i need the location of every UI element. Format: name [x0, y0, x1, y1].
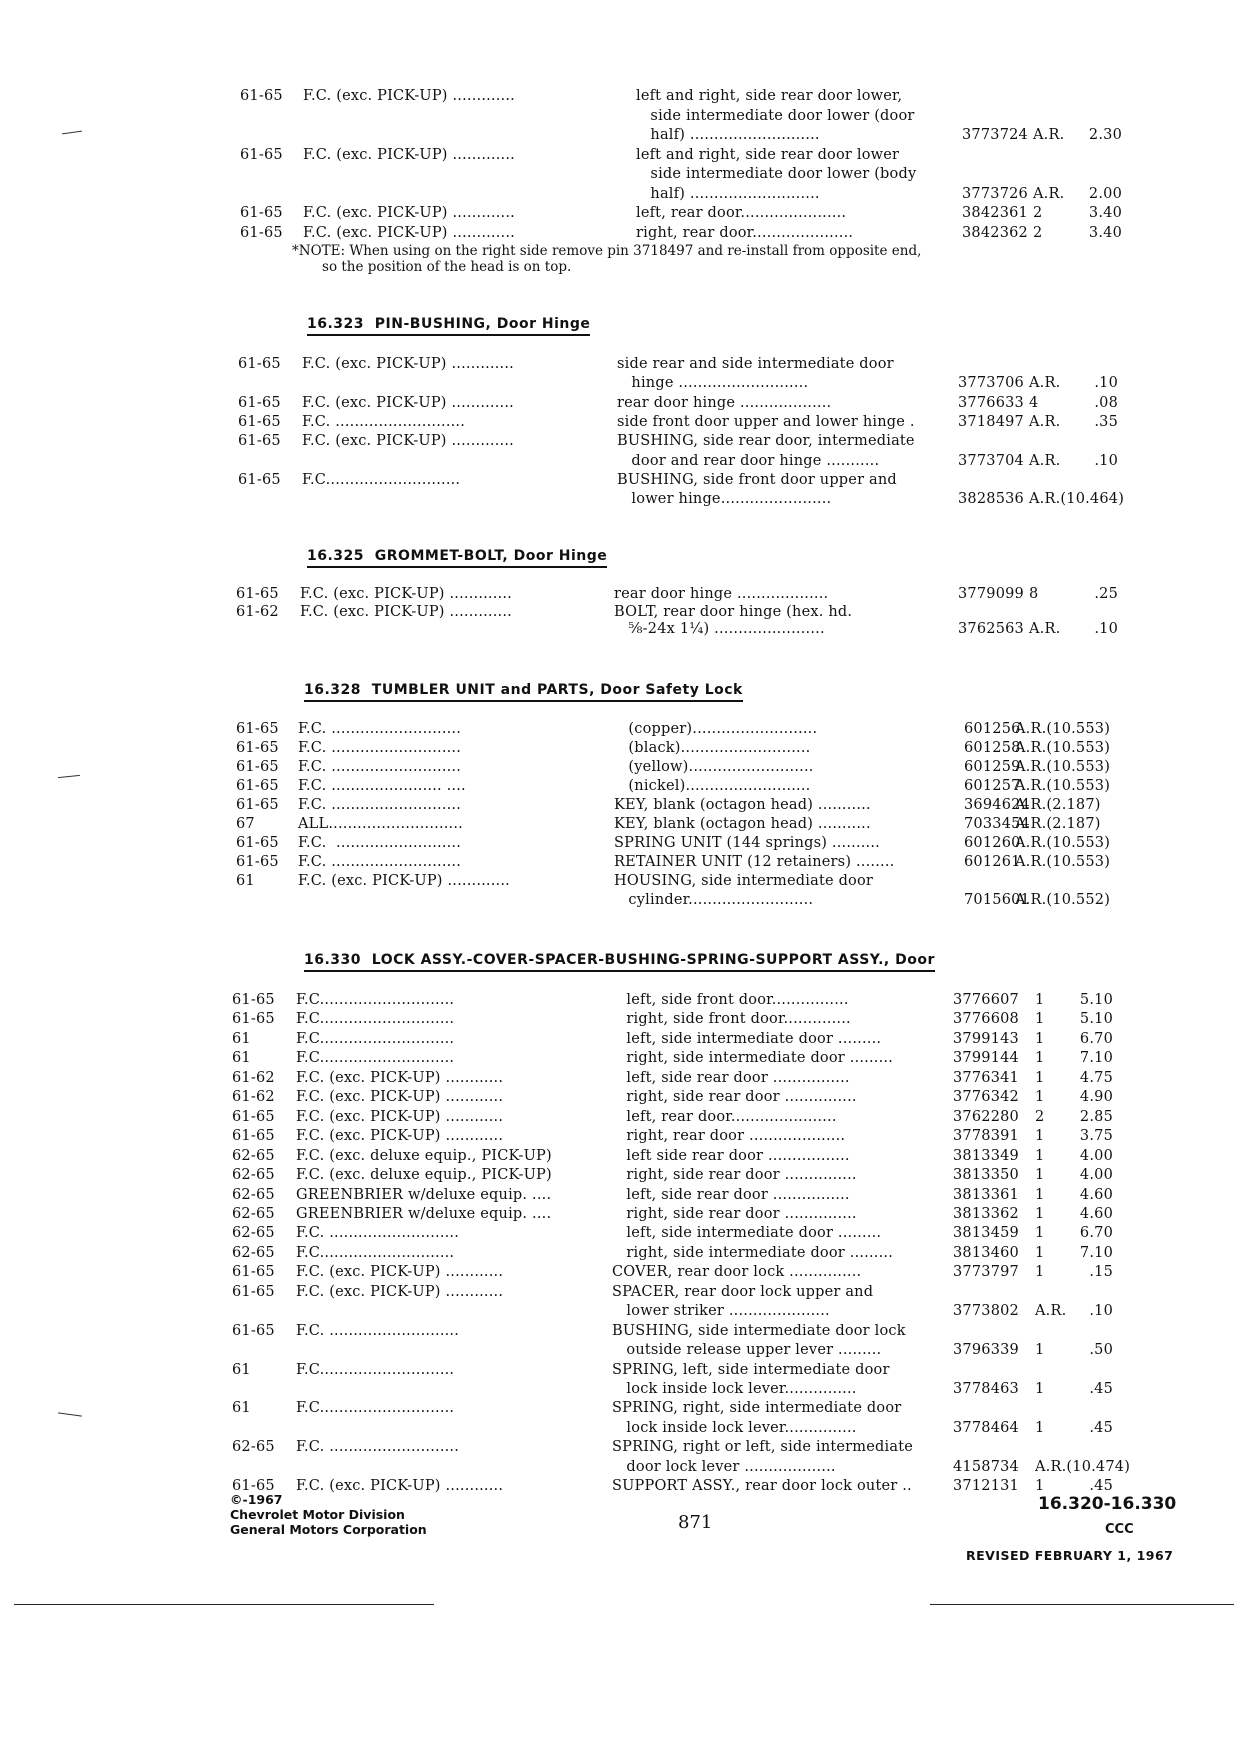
quantity-cell: A.R.	[1029, 452, 1061, 469]
section-name: GROMMET-BOLT, Door Hinge	[374, 548, 608, 564]
note-line-2: so the position of the head is on top.	[292, 259, 572, 275]
description-cell: outside release upper lever .........	[612, 1342, 882, 1359]
description-cell: (nickel)..........................	[614, 778, 811, 794]
description-cell: hinge ...........................	[617, 375, 809, 392]
margin-mark	[62, 131, 82, 135]
section-range: 16.320-16.330	[1038, 1494, 1177, 1514]
model-cell: F.C. ...........................	[296, 1322, 460, 1339]
year-cell: 61-65	[232, 1283, 275, 1300]
price-cell: .15	[1089, 1264, 1113, 1281]
quantity-cell: A.R.	[1033, 185, 1065, 202]
model-cell: F.C. (exc. PICK-UP) ............	[296, 1264, 504, 1281]
quantity-cell: A.R.(10.553)	[1015, 778, 1111, 794]
quantity-cell: 1	[1035, 1225, 1045, 1242]
price-cell: 7.10	[1079, 1244, 1113, 1261]
division-text: Chevrolet Motor Division	[230, 1507, 405, 1522]
part-number-cell: 3776342	[953, 1089, 1019, 1106]
year-cell: 62-65	[232, 1244, 275, 1261]
price-cell: 2.30	[1088, 127, 1122, 143]
description-cell: HOUSING, side intermediate door	[614, 873, 874, 889]
year-cell: 61-65	[236, 759, 279, 775]
model-cell: F.C............................	[296, 1361, 455, 1378]
year-cell: 61	[232, 1400, 251, 1417]
corporation-text: General Motors Corporation	[230, 1522, 427, 1537]
price-cell: .10	[1094, 452, 1118, 469]
price-cell: 5.10	[1079, 1011, 1113, 1028]
quantity-cell: 1	[1035, 1381, 1045, 1397]
price-cell: .45	[1089, 1381, 1113, 1397]
year-cell: 61-65	[236, 797, 279, 813]
model-cell: F.C. (exc. deluxe equip., PICK-UP)	[296, 1147, 552, 1164]
model-cell: F.C. (exc. PICK-UP) .............	[303, 88, 515, 104]
model-cell: F.C. (exc. PICK-UP) .............	[303, 205, 515, 221]
description-cell: left and right, side rear door lower	[636, 146, 900, 163]
part-number-cell: 3799144	[953, 1050, 1019, 1067]
revised-date: REVISED FEBRUARY 1, 1967	[966, 1548, 1174, 1563]
year-cell: 61-65	[240, 205, 283, 221]
price-cell: .10	[1094, 621, 1118, 637]
quantity-cell: A.R.	[1035, 1303, 1067, 1320]
part-number-cell: 3799143	[953, 1030, 1019, 1047]
quantity-cell: 1	[1035, 1147, 1045, 1164]
part-number-cell: 3813459	[953, 1225, 1019, 1242]
model-cell: F.C. (exc. PICK-UP) ............	[296, 1089, 504, 1106]
margin-mark	[58, 1412, 82, 1416]
description-cell: BUSHING, side rear door, intermediate	[617, 433, 915, 450]
price-cell: 4.00	[1079, 1147, 1113, 1164]
model-cell: F.C. ...........................	[296, 1439, 460, 1456]
quantity-cell: 1	[1035, 1030, 1045, 1047]
description-cell: right, side front door..............	[612, 1011, 851, 1028]
model-cell: F.C. (exc. PICK-UP) .............	[302, 433, 514, 450]
price-cell: 7.10	[1079, 1050, 1113, 1067]
description-cell: left, rear door......................	[636, 205, 847, 221]
part-number-cell: 601256	[964, 721, 1021, 737]
section-title-16-328	[304, 682, 743, 702]
price-cell: .45	[1089, 1478, 1113, 1495]
description-cell: side front door upper and lower hinge .	[617, 413, 915, 430]
description-cell: SPRING, left, side intermediate door	[612, 1361, 890, 1378]
year-cell: 61-65	[232, 1478, 275, 1495]
year-cell: 61-65	[232, 1011, 275, 1028]
part-number-cell: 601258	[964, 740, 1021, 756]
model-cell: F.C............................	[302, 471, 461, 488]
price-cell: .10	[1089, 1303, 1113, 1320]
description-cell: SUPPORT ASSY., rear door lock outer ..	[612, 1478, 912, 1495]
quantity-cell: 1	[1035, 1419, 1045, 1436]
model-cell: F.C. (exc. PICK-UP) .............	[302, 356, 514, 372]
year-cell: 61-65	[238, 394, 281, 411]
description-cell: side intermediate door lower (body	[636, 166, 917, 182]
model-cell: F.C. ...........................	[298, 854, 462, 870]
price-cell: 2.00	[1088, 185, 1122, 202]
part-number-cell: 3813460	[953, 1244, 1019, 1261]
description-cell: right, side rear door ...............	[612, 1205, 857, 1222]
year-cell: 61-62	[232, 1069, 275, 1086]
quantity-cell: A.R.	[1029, 621, 1061, 637]
model-cell: F.C. (exc. deluxe equip., PICK-UP)	[296, 1167, 552, 1184]
year-cell: 62-65	[232, 1147, 275, 1164]
section-title-16-325	[307, 548, 607, 568]
part-number-cell: 3813361	[953, 1186, 1019, 1203]
description-cell: COVER, rear door lock ...............	[612, 1264, 862, 1281]
model-cell: ALL............................	[298, 816, 463, 832]
price-cell: 4.00	[1079, 1167, 1113, 1184]
part-number-cell: 3796339	[953, 1342, 1019, 1359]
model-cell: F.C............................	[296, 1011, 455, 1028]
description-cell: right, rear door ....................	[612, 1128, 846, 1145]
model-cell: F.C. (exc. PICK-UP) ............	[296, 1128, 504, 1145]
description-cell: rear door hinge ...................	[614, 586, 829, 602]
part-number-cell: 3776608	[953, 1011, 1019, 1028]
year-cell: 62-65	[232, 1186, 275, 1203]
price-cell: .08	[1094, 394, 1118, 411]
part-number-cell: 3773802	[953, 1303, 1019, 1320]
model-cell: F.C. (exc. PICK-UP) ............	[296, 1283, 504, 1300]
description-cell: right, side intermediate door .........	[612, 1244, 894, 1261]
section-name: LOCK ASSY.-COVER-SPACER-BUSHING-SPRING-SUPPORT ASSY., Door	[371, 952, 935, 968]
year-cell: 61-65	[238, 471, 281, 488]
description-cell: right, side rear door ...............	[612, 1167, 857, 1184]
description-cell: BUSHING, side front door upper and	[617, 471, 897, 488]
section-title-16-323	[307, 316, 590, 336]
year-cell: 62-65	[232, 1167, 275, 1184]
year-cell: 62-65	[232, 1439, 275, 1456]
part-number-cell: 3773726	[962, 185, 1028, 202]
quantity-cell: 2	[1035, 1108, 1045, 1125]
bottom-scan-line	[14, 1604, 434, 1605]
year-cell: 61-62	[232, 1089, 275, 1106]
description-cell: left side rear door .................	[612, 1147, 850, 1164]
quantity-cell: 1	[1035, 1069, 1045, 1086]
quantity-cell: A.R.(10.553)	[1015, 721, 1111, 737]
part-number-cell: 3813349	[953, 1147, 1019, 1164]
part-number-cell: 3773706	[958, 375, 1024, 392]
part-number-cell: 3773797	[953, 1264, 1019, 1281]
description-cell: left, side rear door ................	[612, 1186, 850, 1203]
part-number-cell: 3778391	[953, 1128, 1019, 1145]
price-cell: .25	[1094, 586, 1118, 602]
price-cell: 4.75	[1079, 1069, 1113, 1086]
description-cell: lower striker .....................	[612, 1303, 830, 1320]
model-cell: F.C. (exc. PICK-UP) .............	[303, 224, 515, 241]
year-cell: 61-65	[238, 433, 281, 450]
quantity-cell: 1	[1035, 1478, 1045, 1495]
description-cell: ⅝-24x 1¼) .......................	[614, 621, 825, 637]
model-cell: F.C............................	[296, 992, 455, 1008]
description-cell: KEY, blank (octagon head) ...........	[614, 797, 871, 813]
part-number-cell: 601260	[964, 835, 1021, 851]
year-cell: 61-62	[236, 603, 279, 620]
description-cell: SPACER, rear door lock upper and	[612, 1283, 874, 1300]
year-cell: 61	[232, 1030, 251, 1047]
code-text: CCC	[1105, 1522, 1134, 1537]
quantity-cell: A.R.(10.553)	[1015, 740, 1111, 756]
quantity-cell: 4	[1029, 394, 1039, 411]
description-cell: half) ...........................	[636, 185, 820, 202]
part-number-cell: 3842362	[962, 224, 1028, 241]
quantity-cell: 1	[1035, 1342, 1045, 1359]
description-cell: lower hinge.......................	[617, 491, 832, 508]
section-name: TUMBLER UNIT and PARTS, Door Safety Lock	[371, 682, 743, 698]
description-cell: cylinder..........................	[614, 892, 814, 908]
price-cell: .50	[1089, 1342, 1113, 1359]
year-cell: 61-65	[232, 992, 275, 1008]
part-number-cell: 3762563	[958, 621, 1024, 637]
model-cell: F.C. ....................... ....	[298, 778, 466, 794]
description-cell: lock inside lock lever...............	[612, 1419, 857, 1436]
description-cell: RETAINER UNIT (12 retainers) ........	[614, 854, 895, 870]
model-cell: F.C. (exc. PICK-UP) ............	[296, 1108, 504, 1125]
description-cell: right, side rear door ...............	[612, 1089, 857, 1106]
model-cell: F.C. ...........................	[298, 797, 462, 813]
part-number-cell: 3842361	[962, 205, 1028, 221]
year-cell: 61	[232, 1050, 251, 1067]
description-cell: left, rear door......................	[612, 1108, 837, 1125]
part-number-cell: 3773704	[958, 452, 1024, 469]
year-cell: 61-65	[232, 1108, 275, 1125]
model-cell: F.C. (exc. PICK-UP) .............	[300, 586, 512, 602]
year-cell: 61-65	[236, 778, 279, 794]
quantity-cell: 1	[1035, 1205, 1045, 1222]
year-cell: 61-65	[236, 586, 279, 602]
quantity-cell: A.R.	[1029, 375, 1061, 392]
quantity-cell: 1	[1035, 1167, 1045, 1184]
part-number-cell: 7033454	[964, 816, 1030, 832]
model-cell: F.C. ...........................	[298, 759, 462, 775]
year-cell: 61	[232, 1361, 251, 1378]
part-number-cell: 3776633	[958, 394, 1024, 411]
margin-mark	[58, 775, 80, 778]
description-cell: SPRING, right or left, side intermediate	[612, 1439, 914, 1456]
year-cell: 61-65	[240, 224, 283, 241]
price-cell: 3.40	[1088, 224, 1122, 241]
model-cell: F.C. ...........................	[298, 740, 462, 756]
part-number-cell: 3694624	[964, 797, 1030, 813]
model-cell: GREENBRIER w/deluxe equip. ....	[296, 1205, 552, 1222]
model-cell: F.C............................	[296, 1030, 455, 1047]
price-cell: 3.75	[1079, 1128, 1113, 1145]
quantity-cell: A.R.(10.553)	[1015, 759, 1111, 775]
section-number: 16.328	[304, 682, 362, 698]
quantity-cell: 1	[1035, 1011, 1045, 1028]
model-cell: F.C. ...........................	[296, 1225, 460, 1242]
quantity-cell: A.R.(2.187)	[1015, 816, 1101, 832]
quantity-cell: A.R.(2.187)	[1015, 797, 1101, 813]
description-cell: lock inside lock lever...............	[612, 1381, 857, 1397]
quantity-cell: A.R.	[1029, 413, 1061, 430]
price-cell: 2.85	[1079, 1108, 1113, 1125]
model-cell: F.C. ..........................	[298, 835, 462, 851]
model-cell: F.C. (exc. PICK-UP) .............	[302, 394, 514, 411]
quantity-cell: A.R.	[1033, 127, 1065, 143]
quantity-cell: 1	[1035, 992, 1045, 1008]
quantity-cell: 1	[1035, 1244, 1045, 1261]
part-number-cell: 3776341	[953, 1069, 1019, 1086]
part-number-cell: 3813362	[953, 1205, 1019, 1222]
description-cell: door lock lever ...................	[612, 1458, 836, 1475]
description-cell: rear door hinge ...................	[617, 394, 832, 411]
description-cell: left and right, side rear door lower,	[636, 88, 903, 104]
part-number-cell: 3778464	[953, 1419, 1019, 1436]
part-number-cell: 601259	[964, 759, 1021, 775]
quantity-cell: 1	[1035, 1264, 1045, 1281]
quantity-cell: 1	[1035, 1050, 1045, 1067]
quantity-cell: 1	[1035, 1089, 1045, 1106]
description-cell: (yellow)..........................	[614, 759, 814, 775]
description-cell: KEY, blank (octagon head) ...........	[614, 816, 871, 832]
part-number-cell: 3773724	[962, 127, 1028, 143]
section-number: 16.325	[307, 548, 365, 564]
section-title-16-330	[304, 952, 935, 972]
price-cell: 4.60	[1079, 1205, 1113, 1222]
quantity-cell: 1	[1035, 1186, 1045, 1203]
year-cell: 61-65	[240, 88, 283, 104]
part-number-cell: 3828536	[958, 491, 1024, 508]
quantity-cell: 2	[1033, 205, 1043, 221]
year-cell: 61-65	[232, 1322, 275, 1339]
year-cell: 61-65	[236, 721, 279, 737]
part-number-cell: 3778463	[953, 1381, 1019, 1397]
price-cell: 5.10	[1079, 992, 1113, 1008]
model-cell: F.C. (exc. PICK-UP) .............	[303, 146, 515, 163]
price-cell: 3.40	[1088, 205, 1122, 221]
price-cell: .45	[1089, 1419, 1113, 1436]
model-cell: F.C............................	[296, 1050, 455, 1067]
part-number-cell: 601257	[964, 778, 1021, 794]
year-cell: 61-65	[236, 854, 279, 870]
price-cell: .35	[1094, 413, 1118, 430]
price-cell: 4.90	[1079, 1089, 1113, 1106]
year-cell: 61-65	[238, 413, 281, 430]
description-cell: BOLT, rear door hinge (hex. hd.	[614, 603, 853, 620]
year-cell: 61-65	[238, 356, 281, 372]
part-number-cell: 4158734	[953, 1458, 1019, 1475]
part-number-cell: 3718497	[958, 413, 1024, 430]
year-cell: 61-65	[236, 835, 279, 851]
section-number: 16.330	[304, 952, 362, 968]
description-cell: half) ...........................	[636, 127, 820, 143]
bottom-scan-line	[930, 1604, 1234, 1605]
price-cell: 6.70	[1079, 1030, 1113, 1047]
quantity-cell: A.R.(10.464)	[1029, 491, 1125, 508]
year-cell: 67	[236, 816, 255, 832]
model-cell: F.C. ...........................	[298, 721, 462, 737]
note-line-1: *NOTE: When using on the right side remove pin 3718497 and re-install from opposite end,	[292, 243, 922, 259]
quantity-cell: 1	[1035, 1128, 1045, 1145]
description-cell: side intermediate door lower (door	[636, 107, 915, 124]
model-cell: GREENBRIER w/deluxe equip. ....	[296, 1186, 552, 1203]
part-number-cell: 601261	[964, 854, 1021, 870]
model-cell: F.C. (exc. PICK-UP) ............	[296, 1478, 504, 1495]
description-cell: right, rear door.....................	[636, 224, 854, 241]
description-cell: left, side rear door ................	[612, 1069, 850, 1086]
year-cell: 61	[236, 873, 255, 889]
copyright-text: ©-1967	[230, 1492, 283, 1507]
year-cell: 61-65	[232, 1128, 275, 1145]
model-cell: F.C. (exc. PICK-UP) .............	[300, 603, 512, 620]
section-number: 16.323	[307, 316, 365, 332]
part-number-cell: 3779099	[958, 586, 1024, 602]
year-cell: 61-65	[240, 146, 283, 163]
model-cell: F.C. (exc. PICK-UP) .............	[298, 873, 510, 889]
description-cell: left, side intermediate door .........	[612, 1030, 882, 1047]
year-cell: 61-65	[232, 1264, 275, 1281]
footer-publisher	[230, 1492, 427, 1537]
price-cell: 4.60	[1079, 1186, 1113, 1203]
description-cell: left, side intermediate door .........	[612, 1225, 882, 1242]
description-cell: BUSHING, side intermediate door lock	[612, 1322, 906, 1339]
quantity-cell: 8	[1029, 586, 1039, 602]
quantity-cell: A.R.(10.474)	[1035, 1458, 1131, 1475]
description-cell: (copper)..........................	[614, 721, 818, 737]
year-cell: 62-65	[232, 1205, 275, 1222]
model-cell: F.C. ...........................	[302, 413, 466, 430]
part-number-cell: 7015601	[964, 892, 1030, 908]
quantity-cell: 2	[1033, 224, 1043, 241]
part-number-cell: 3762280	[953, 1108, 1019, 1125]
description-cell: side rear and side intermediate door	[617, 356, 894, 372]
section-name: PIN-BUSHING, Door Hinge	[374, 316, 591, 332]
quantity-cell: A.R.(10.553)	[1015, 835, 1111, 851]
description-cell: SPRING, right, side intermediate door	[612, 1400, 902, 1417]
part-number-cell: 3776607	[953, 992, 1019, 1008]
quantity-cell: A.R.(10.552)	[1015, 892, 1111, 908]
description-cell: SPRING UNIT (144 springs) ..........	[614, 835, 880, 851]
model-cell: F.C. (exc. PICK-UP) ............	[296, 1069, 504, 1086]
part-number-cell: 3712131	[953, 1478, 1019, 1495]
model-cell: F.C............................	[296, 1400, 455, 1417]
page-number: 871	[678, 1512, 713, 1533]
year-cell: 62-65	[232, 1225, 275, 1242]
price-cell: .10	[1094, 375, 1118, 392]
part-number-cell: 3813350	[953, 1167, 1019, 1184]
quantity-cell: A.R.(10.553)	[1015, 854, 1111, 870]
year-cell: 61-65	[236, 740, 279, 756]
price-cell: 6.70	[1079, 1225, 1113, 1242]
description-cell: left, side front door................	[612, 992, 849, 1008]
description-cell: right, side intermediate door .........	[612, 1050, 894, 1067]
description-cell: (black)...........................	[614, 740, 811, 756]
description-cell: door and rear door hinge ...........	[617, 452, 880, 469]
model-cell: F.C............................	[296, 1244, 455, 1261]
